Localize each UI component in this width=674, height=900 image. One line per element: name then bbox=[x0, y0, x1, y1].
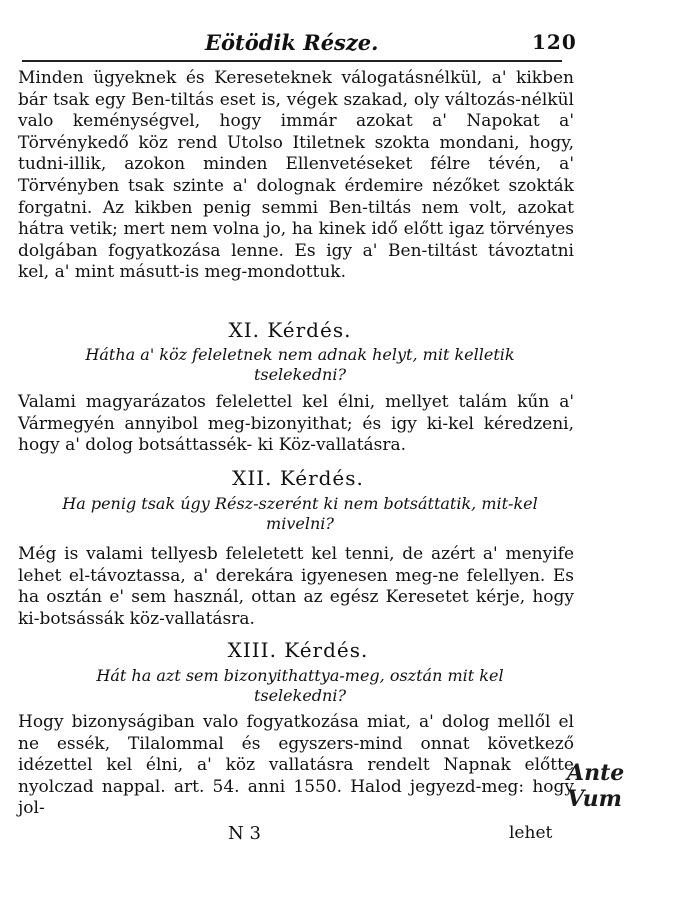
question-text-xi: Hátha a' köz feleletnek nem adnak helyt, mit kelletik tselekedni? bbox=[85, 345, 515, 384]
paragraph-2: Valami magyarázatos felelettel kel élni, mellyet talám kűn a' Vármegyén annyibol meg-bizonyithat; és igy ki-kel kéredzeni, hogy a' dolog botsáttassék- ki Köz-vallatásra. bbox=[18, 392, 574, 456]
page-header bbox=[0, 28, 674, 58]
question-text-xii: Ha penig tsak úgy Rész-szerént ki nem botsáttatik, mit-kel mivelni? bbox=[62, 494, 538, 533]
question-heading-xii: XII. Kérdés. bbox=[232, 466, 364, 490]
question-heading-xiii: XIII. Kérdés. bbox=[227, 638, 369, 662]
paragraph-3: Még is valami tellyesb feleletett kel tenni, de azért a' menyife lehet el-távoztassa, a' derekára igyenesen meg-ne felellyen. Es ha osztán e' sem használ, ottan az egész Keresetet kérje, hogy ki-botsássák köz-vallatásra. bbox=[18, 544, 574, 629]
page-number: 120 bbox=[532, 30, 577, 54]
paragraph-1: Minden ügyeknek és Kereseteknek válogatásnélkül, a' kikben bár tsak egy Ben-tiltás eset is, végek szakad, oly változás-nélkül valo keménységvel, hogy immár azokat a' Napokat a' Törvénykedő köz rend Utolso Itiletnek szokta mondani, hogy, tudni-illik, azokon minden Ellenvetéseket félre tévén, a' Törvényben tsak szinte a' dolognak érdemire nézőket szokták forgatni. Az kikben penig semmi Ben-tiltás nem volt, azokat hátra vetik; mert nem volna jo, ha kinek idő előtt igaz törvényes dolgában fogyatkozása lenne. Es igy a' Ben-tiltást távoztatni kel, a' mint másutt-is meg-mondottuk. bbox=[18, 68, 574, 283]
signature-mark: N 3 bbox=[228, 823, 261, 844]
question-text-xiii: Hát ha azt sem bizonyithattya-meg, osztán mit kel tselekedni? bbox=[96, 666, 504, 705]
catchword: lehet bbox=[509, 823, 553, 843]
running-head: Eötödik Része. bbox=[205, 30, 379, 55]
question-heading-xi: XI. Kérdés. bbox=[228, 318, 352, 342]
header-rule bbox=[22, 60, 562, 62]
paragraph-4: Hogy bizonyságiban valo fogyatkozása miat, a' dolog mellől el ne essék, Tilalommal és egyszers-mind onnat következő idézettel kel élni, a' köz vallatásra rendelt Napnak előtte nyolczad nappal. art. 54. anni 1550. Halod jegyezd-meg: hogy jol- bbox=[18, 712, 574, 819]
margin-note-handwritten: Ante Vum bbox=[567, 760, 625, 812]
